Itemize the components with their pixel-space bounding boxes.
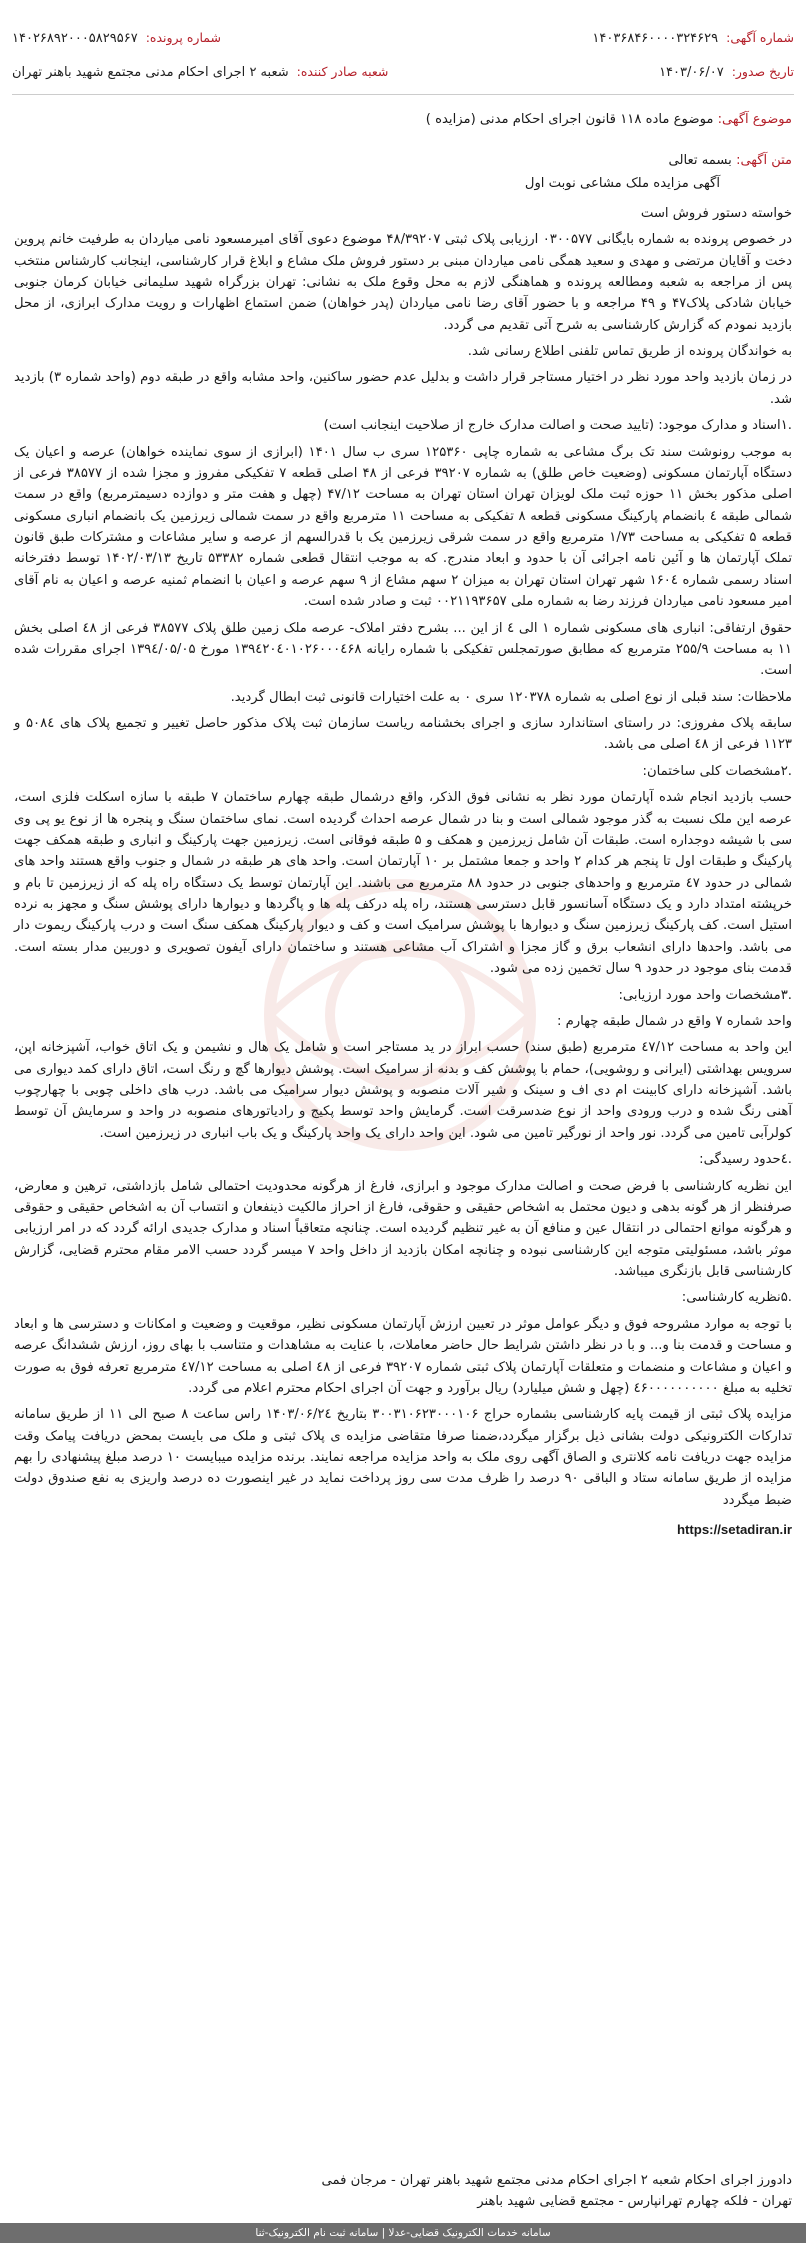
section-building-heading: .۲مشخصات کلی ساختمان:	[642, 763, 792, 779]
ad-number-label: شماره آگهی:	[726, 30, 794, 45]
subject-row	[426, 112, 792, 127]
bismillah: بسمه تعالی	[668, 153, 732, 168]
section-scope-heading: .٤حدود رسیدگی:	[699, 1152, 792, 1168]
paragraph-intro: در خصوص پرونده به شماره بایگانی ۰۳۰۰۵۷۷ ارزیابی پلاک ثبتی ۴۸/۳۹۲۰۷ موضوع دعوی آقای امیرمسعود نامی میاردان به طرفیت خانم پروین دخت و آقایان مرتضی و مهدی و سعید همگی نامی میاردان مبنی بر دستور فروش ملک مشاع و ابلاغ قرار کارشناسی، اینجانب کارشناس منتخب پس از مراجعه به شعبه ومطالعه پرونده و هماهنگی لازم به محل وقوع ملک به نشانی: تهران بزرگراه شهید سلیمانی خیابان کرمان جنوبی خیابان شادکی پلاک۴۷ و ۴۹ مراجعه و با حضور آقای رضا نامی میاردان (پدر خواهان) ضمن استماع اظهارات و رویت مدارک ابرازی، از محل بازدید نمودم که گزارش کارشناسی به شرح آتی تقدیم می گردد.	[14, 232, 793, 333]
paragraph-notification: به خواندگان پرونده از طریق تماس تلفنی اطلاع رسانی شد.	[467, 344, 792, 359]
paragraph-building: حسب بازدید انجام شده آپارتمان مورد نظر به نشانی فوق الذکر، واقع درشمال طبقه چهارم ساختمان ۷ طبقه با سازه اسکلت فلزی است، عرصه این ملک نسبت به گذر موجود شمالی است و بنا در شمال عرصه احداث گردیده است. نمای ساختمان سنگ و پنجره ها از نوع یو پی وی سی با شیشه دوجداره است. طبقات آن شامل زیرزمین و همکف و ۵ طبقه فوقانی است. زیرزمین جهت پارکینگ و انباری و طبقه همکف جهت پارکینگ و طبقات اول تا پنجم هر کدام ۲ واحد و جمعا مشتمل بر ۱۰ آپارتمان است. واحد های هر طبقه در شمال و جنوب واقع هستند واحد های شمالی در حدود ٤۷ مترمربع و واحدهای جنوبی در حدود ۸۸ مترمربع می باشند. این آپارتمان توسط یک دستگاه راه پله که از زیرزمین تا بام و خرپشته امتداد دارد و یک دستگاه آسانسور قابل دسترسی هستند، راه پله درکف پله ها و پاگردها و دیوارها دارای پوشش سنگ و مجهز به نرده استیل است. کف پارکینگ زیرزمین سنگ و دیوارها با پوشش سرامیک است و کف و دیوار پارکینگ همکف سنگ است و درب پارکینگ ریموت دار می باشد. واحدها دارای انشعاب برق و گاز مجزا و اشتراک آب مشاعی هستند و ساختمان دارای آیفون تصویری و دوربین مدار بسته است. قدمت بنای موجود در حدود ۹ سال تخمین زده می شود.	[14, 790, 793, 977]
section-opinion-heading: .۵نظریه کارشناسی:	[681, 1290, 792, 1306]
paragraph-deed: به موجب رونوشت سند تک برگ مشاعی به شماره چاپی ۱۲۵۳۶۰ سری ب سال ۱۴۰۱ (ابرازی از سوی نماینده خواهان) عرصه و اعیان یک دستگاه آپارتمان مسکونی (وضعیت خاص طلق) به شماره ۳۹۲۰۷ فرعی از ۴۸ اصلی قطعه ۷ تفکیکی مفروز و مجزا شده از ۳۸۵۷۷ فرعی از اصلی مذکور بخش ۱۱ حوزه ثبت ملک لویزان تهران استان تهران به مساحت ۴۷/۱۲ (چهل و هفت متر و دوازده دسیمترمربع) واقع در سمت شمالی طبقه ٤ بانضمام پارکینگ مسکونی قطعه ۸ تفکیکی به مساحت ۱۱ مترمربع واقع در سمت شمالی زیرزمین یک بانضمام انباری مسکونی قطعه ۵ تفکیکی به مساحت ۱/۷۳ مترمربع واقع در سمت شرقی زیرزمین یک با قدرالسهم از عرصه و سایر مشاعات و مشترکات طبق قانون تملک آپارتمان ها و آئین نامه اجرائی آن با حدود و ابعاد مندرج. که به موجب انتقال قطعی شماره ۵۳۳۸۲ تاریخ ۱۴۰۲/۰۳/۱۳ توسط دفترخانه اسناد رسمی شماره ۱۶۰٤ شهر تهران استان تهران به میزان ۲ سهم مشاع از ۹ سهم عرصه و اعیان با انضمام ثمنیه عرصه و اعیان به نام آقای امیر مسعود نامی میاردان فرزند رضا به شماره ملی ۰۰۲۱۱۹۳۶۵۷ ثبت و صادر شده است.	[14, 444, 793, 610]
header-divider	[12, 94, 794, 95]
header	[12, 30, 794, 98]
paragraph-scope: این نظریه کارشناسی با فرض صحت و اصالت مدارک موجود و ابرازی، فارغ از هرگونه محدودیت احتمالی شامل بازداشتی، ترهین و معارض، صرفنظر از هر گونه بدهی و دیون محتمل به اشخاص حقیقی و حقوقی، فارغ از احراز مالکیت ذینفعان و انتساب آن به اشخاص حقیقی و حقوقی و هرگونه موانع احتمالی در انتقال عین و منافع آن به غیر تنظیم گردیده است. چنانچه متعاقباً اسناد و مدارک جدیدی ارائه گردد که در امر ارزیابی موثر باشد، مسئولیتی متوجه این کارشناسی نبوده و چنانچه امکان بازدید از داخل واحد ۷ میسر گردد حسب الامر مقام محترم قضایی، گزارش کارشناسی قابل بازنگری میباشد.	[14, 1178, 792, 1279]
request-line: خواسته دستور فروش است	[640, 205, 792, 221]
signature-line-2: تهران - فلکه چهارم تهرانپارس - مجتمع قضایی شهید باهنر	[477, 2194, 792, 2210]
file-number-row	[12, 30, 221, 46]
paragraph-unit: این واحد به مساحت ٤۷/۱۲ مترمربع (طبق سند) حسب ابراز در ید مستاجر است و شامل یک هال و نشیمن و یک اتاق خواب، آشپزخانه اپن، سرویس بهداشتی (ایرانی و روشویی)، حمام با پوشش کف و بدنه از سرامیک است. پوشش دیوارها گچ و رنگ است، اتاق دارای کمد دیواری می باشد. آشپزخانه دارای کابینت ام دی اف و سینک و شیر آلات منصوبه و پوشش دیوار سرامیک می باشد. درب های داخلی چوبی با چهارچوب آهنی رنگ شده و درب ورودی واحد از نوع ضدسرقت است. گرمایش واحد توسط پکیج و رادیاتورهای منصوبه در واحد و سرمایش آن توسط کولرآبی تامین می گردد. نور واحد از نورگیر تامین می شود. این واحد دارای یک واحد پارکینگ و یک باب انباری در زیرزمین است.	[14, 1040, 792, 1141]
paragraph-unit-title: واحد شماره ۷ واقع در شمال طبقه چهارم :	[556, 1013, 792, 1029]
notice-body	[14, 150, 792, 1549]
file-number-label: شماره پرونده:	[145, 30, 221, 45]
issuing-branch-label: شعبه صادر کننده:	[296, 64, 389, 79]
paragraph-opinion: با توجه به موارد مشروحه فوق و دیگر عوامل موثر در تعیین ارزش آپارتمان مسکونی نظیر، موقعیت و وضعیت و امکانات و دسترسی ها و ابعاد و مساحت و قدمت بنا و... و با در نظر داشتن شرایط حال حاضر معاملات، با عنایت به مشاهدات و متناسب با بهای روز، ارزش ششدانگ عرصه و اعیان و مشاعات و منضمات و متعلقات آپارتمان پلاک ثبتی شماره ۳۹۲۰۷ فرعی از ٤۸ اصلی به مساحت ٤۷/۱۲ مترمربع تعرفه فوق به صورت تخلیه به مبلغ ٤۶۰۰۰۰۰۰۰۰۰۰ (چهل و شش میلیارد) ریال برآورد و جهت آن اجرای احکام محترم اعلام می گردد.	[14, 1316, 792, 1396]
subject-label: موضوع آگهی:	[717, 112, 792, 127]
paragraph-auction: مزایده پلاک ثبتی از قیمت پایه کارشناسی بشماره حراج ۳۰۰۳۱۰۶۲۳۰۰۰۱۰۶ بتاریخ ۱۴۰۳/۰۶/۲٤ راس ساعت ۸ صبح الی ۱۱ از طریق سامانه تدارکات الکترونیکی دولت بشانی ذیل برگزار میگردد،ضمنا صرفا متقاضی مزایده ی پلاک ثبتی و ملک می بایست بمحض دریافت پیامک وقت مزایده جهت دریافت نامه کلانتری و الصاق آگهی روی ملک به واحد مزایده مراجعه نمایند. برنده مزایده میبایست ۱۰ درصد مبلغ پیشنهادی را بهم مزایده از طریق سامانه ستاد و الباقی ۹۰ درصد را ظرف مدت سی روز پرداخت نماید در غیر اینصورت ده درصد واریزی به نفع صندوق دولت ضبط میگردد	[14, 1407, 792, 1508]
section-unit-heading: .۳مشخصات واحد مورد ارزیابی:	[618, 987, 792, 1003]
signature-line-1: دادورز اجرای احکام شعبه ۲ اجرای احکام مدنی مجتمع شهید باهنر تهران - مرجان فمی	[321, 2173, 792, 2188]
notice-title: آگهی مزایده ملک مشاعی نوبت اول	[524, 176, 720, 192]
signature-block	[14, 2170, 792, 2212]
issuing-branch: شعبه ۲ اجرای احکام مدنی مجتمع شهید باهنر تهران	[12, 65, 289, 80]
section-documents-heading: .۱اسناد و مدارک موجود: (تایید صحت و اصالت مدارک خارج از صلاحیت اینجانب است)	[323, 418, 792, 434]
footer-text: سامانه خدمات الکترونیک قضایی-عدلا | سامانه ثبت نام الکترونیک-ثنا	[255, 2227, 551, 2239]
file-number: ۱۴۰۲۶۸۹۲۰۰۰۵۸۲۹۵۶۷	[12, 31, 138, 46]
paragraph-visit: در زمان بازدید واحد مورد نظر در اختیار مستاجر قرار داشت و بدلیل عدم حضور ساکنین، واحد مشابه واقع در طبقه دوم (واحد شماره ۳) بازدید شد.	[14, 370, 792, 407]
issue-date-row	[659, 64, 794, 80]
setad-link[interactable]: https://setadiran.ir	[676, 1522, 792, 1538]
issue-date: ۱۴۰۳/۰۶/۰۷	[659, 65, 724, 80]
ad-number-row	[592, 30, 794, 46]
footer-bar	[0, 2223, 806, 2243]
subject: موضوع ماده ۱۱۸ قانون اجرای احکام مدنی (مزایده )	[425, 112, 714, 127]
ad-number: ۱۴۰۳۶۸۴۶۰۰۰۰۳۲۴۶۲۹	[592, 31, 719, 46]
paragraph-remarks: ملاحظات: سند قبلی از نوع اصلی به شماره ۱۲۰۳۷۸ سری ۰ به علت اختیارات قانونی ثبت ابطال گردید.	[230, 689, 792, 705]
issuing-branch-row	[12, 64, 388, 80]
paragraph-easement: حقوق ارتفاقی: انباری های مسکونی شماره ۱ الی ٤ از این ... بشرح دفتر املاک- عرصه ملک زمین طلق پلاک ۳۸۵۷۷ فرعی از ٤۸ اصلی بخش ۱۱ به مساحت ۲۵۵/۹ مترمربع که مطابق صورتمجلس تفکیکی با شماره رایانه ۱۳۹٤۲۰٤۰۱۰۲۶۰۰۰٤۶۸ مورخ ۱۳۹٤/۰۵/۰۵ اجرای مقررات شده است.	[14, 620, 793, 679]
issue-date-label: تاریخ صدور:	[731, 64, 794, 79]
text-label: متن آگهی:	[736, 153, 792, 168]
paragraph-plate-history: سابقه پلاک مفروزی: در راستای استاندارد سازی و اجرای بخشنامه ریاست سازمان ثبت پلاک مذکور حاصل تغییر و تجمیع پلاک های ۵۰۸٤ و ۱۱۲۳ فرعی از ٤۸ اصلی می باشد.	[14, 716, 793, 753]
